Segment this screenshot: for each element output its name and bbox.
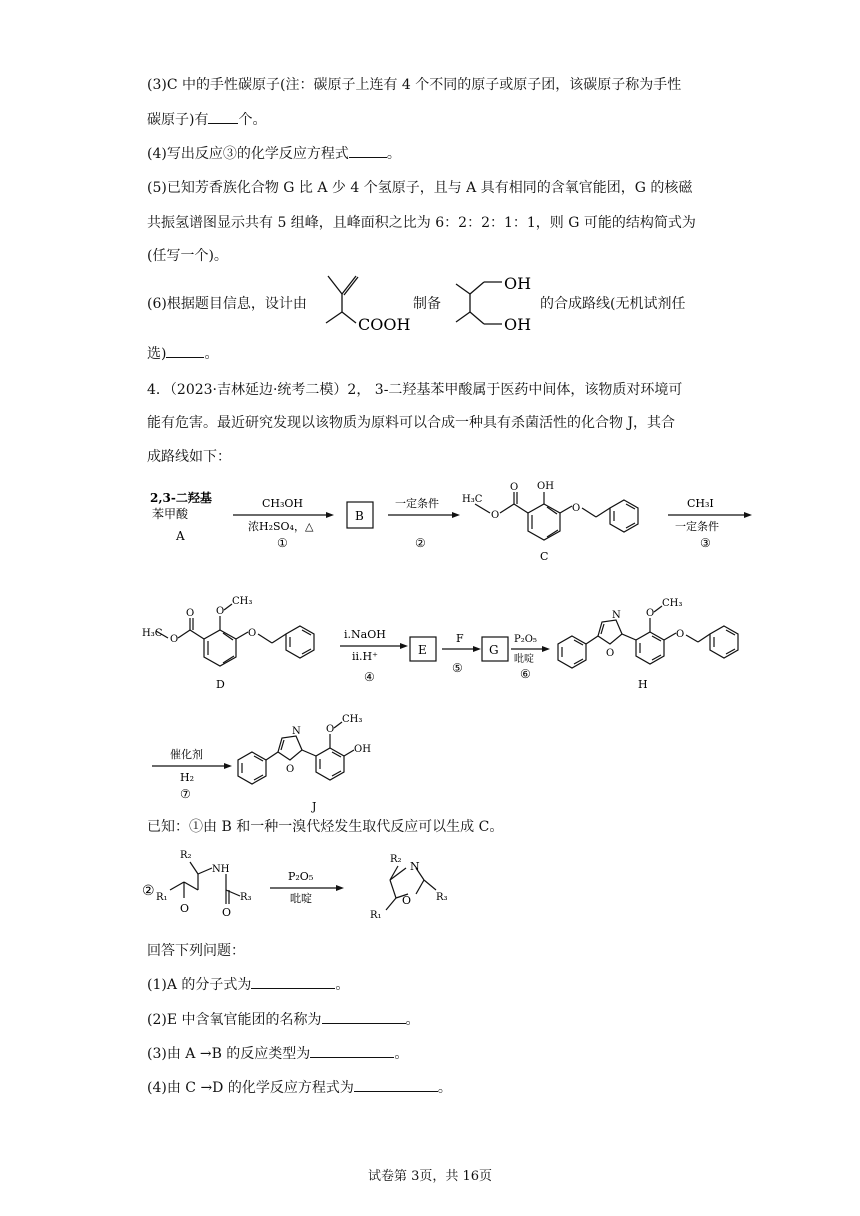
question-4-end: 。 [437,1080,452,1096]
known-reagent-bottom: 吡啶 [290,892,312,905]
reagent-5-top: F [456,632,464,645]
ester-o: O [491,510,500,521]
h-ether-o: O [676,629,685,640]
reagent-4-bottom: ii.H⁺ [352,650,378,663]
q4-line2: 能有危害。最近研究发现以该物质为原料可以合成一种具有杀菌活性的化合物 J，其合 [147,415,676,431]
q3-6-line2 [147,343,218,365]
q3-5-line2: 共振氢谱图显示共有 5 组峰，且峰面积之比为 6：2：2：1：1，则 G 可能的结构简式为 [147,215,696,231]
cooh-group: COOH [358,315,411,334]
carbonyl-o: O [510,482,519,493]
reagent-1-bottom: 浓H₂SO₄，△ [248,520,314,533]
phenol-oh: OH [537,481,554,492]
reagent-2-top: 一定条件 [395,497,439,510]
q3-3-line2-end: 个。 [238,112,267,128]
j-oxazole-o: O [286,764,295,775]
known-r2-left: R₂ [180,850,192,861]
compound-d-label: D [216,678,225,691]
compound-d-structure [156,604,314,666]
answer-blank[interactable] [166,343,204,358]
j-methoxy-o: O [326,724,335,735]
answer-blank[interactable] [310,1043,394,1058]
known-reagent-top: P₂O₅ [288,870,314,883]
ether-o: O [572,503,581,514]
known-r3-right: R₃ [436,892,448,903]
h-oxazole-n: N [612,610,621,621]
d-methoxy-ch3: CH₃ [232,596,253,607]
q3-4-text: (4)写出反应③的化学反应方程式 [147,146,349,162]
step-5-number: ⑤ [452,661,463,675]
q3-6-pre: (6)根据题目信息，设计由 [147,296,307,312]
q3-5-line1: (5)已知芳香族化合物 G 比 A 少 4 个氢原子，且与 A 具有相同的含氧官能团，G 的核磁 [147,180,693,196]
q3-4-line [147,143,401,165]
reagent-6-top: P₂O₅ [514,634,537,645]
q3-3-line2 [147,109,266,131]
known-reaction-2 [140,840,470,930]
known-r2-right: R₂ [390,854,402,865]
reagent-7-top: 催化剂 [170,748,203,761]
known-o-1: O [180,902,190,915]
h3c-label: H₃C [462,494,483,505]
reagent-6-bottom: 吡啶 [514,654,534,665]
q3-6-line2-text: 选) [147,346,167,362]
j-hydroxy-oh: OH [354,744,371,755]
product-structure [452,270,542,336]
known-r1-right: R₁ [370,910,382,921]
q4-line1: 4．（2023·吉林延边·统考二模）2， 3-二羟基苯甲酸属于医药中间体，该物质对环境可 [147,382,683,398]
question-2-end: 。 [405,1012,420,1028]
step-7-number: ⑦ [180,787,191,801]
answer-blank[interactable] [322,1009,406,1024]
d-carbonyl-o: O [186,608,195,619]
known-n-right: N [410,860,420,873]
known-r3-left: R₃ [240,892,252,903]
known-r1-left: R₁ [156,892,168,903]
question-3-end: 。 [394,1046,409,1062]
q3-3-line1: (3)C 中的手性碳原子(注：碳原子上连有 4 个不同的原子或原子团，该碳原子称为手性 [147,77,682,93]
compound-a-name-2: 苯甲酸 [152,507,189,521]
q3-6-end: 。 [204,346,219,362]
question-2-text: (2)E 中含氧官能团的名称为 [147,1012,322,1028]
known-o-right: O [402,894,412,907]
d-ether-o: O [248,628,257,639]
answer-blank[interactable] [354,1077,438,1092]
step-1-number: ① [277,536,288,550]
compound-c-label: C [540,550,549,563]
known-line1: 已知：①由 B 和一种一溴代烃发生取代反应可以生成 C。 [147,819,504,835]
answer-blank[interactable] [349,143,387,158]
answer-blank[interactable] [208,109,238,124]
q3-4-end: 。 [386,146,401,162]
oh-group-2: OH [504,315,532,334]
question-1-end: 。 [335,977,350,993]
compound-g-label: G [489,643,499,657]
h-methoxy-o: O [646,608,655,619]
q3-3-line2-text: 碳原子)有 [147,112,209,128]
question-2 [147,1009,420,1031]
compound-j-label: J [312,800,317,813]
reagent-4-top: i.NaOH [344,628,386,641]
d-methoxy-o: O [216,606,225,617]
reagent-7-bottom: H₂ [180,771,195,784]
q4-line3: 成路线如下： [147,449,231,465]
synthesis-scheme-row1 [140,468,760,578]
q3-5-line3: (任写一个)。 [147,248,228,264]
j-oxazole-n: N [292,726,301,737]
reagent-1-top: CH₃OH [262,497,304,510]
questions-intro: 回答下列问题： [147,943,245,959]
known-nh: NH [212,864,230,875]
h-oxazole-o: O [606,648,615,659]
compound-a-label: A [176,529,185,543]
synthesis-scheme-row3 [140,706,760,816]
q3-6-mid: 制备 [413,296,441,312]
synthesis-scheme-row2 [140,590,760,700]
compound-e-label: E [418,643,427,657]
step-3-number: ③ [700,536,711,550]
answer-blank[interactable] [251,974,335,989]
reagent-3-bottom: 一定条件 [675,520,719,533]
known-number-2: ② [142,883,155,899]
step-2-number: ② [415,536,426,550]
compound-b-label: B [355,509,364,523]
question-1 [147,974,349,996]
step-4-number: ④ [364,670,375,684]
compound-a-name-1: 2,3-二羟基 [150,491,212,505]
question-1-text: (1)A 的分子式为 [147,977,252,993]
page-footer: 试卷第 3页，共 16页 [367,1169,493,1184]
compound-c-structure [475,492,638,540]
j-methoxy-ch3: CH₃ [342,714,363,725]
question-3 [147,1043,408,1065]
step-6-number: ⑥ [520,667,531,681]
known-o-2: O [222,906,232,919]
d-h3c: H₃C [142,628,163,639]
q3-6-post: 的合成路线(无机试剂任 [540,296,686,312]
question-4 [147,1077,452,1099]
reagent-3-top: CH₃I [687,497,714,510]
compound-h-label: H [638,678,648,691]
h-methoxy-ch3: CH₃ [662,598,683,609]
oh-group-1: OH [504,274,532,293]
reactant-structure [308,268,418,338]
d-ester-o: O [170,634,179,645]
question-4-text: (4)由 C →D 的化学反应方程式为 [147,1080,354,1096]
question-3-text: (3)由 A →B 的反应类型为 [147,1046,311,1062]
